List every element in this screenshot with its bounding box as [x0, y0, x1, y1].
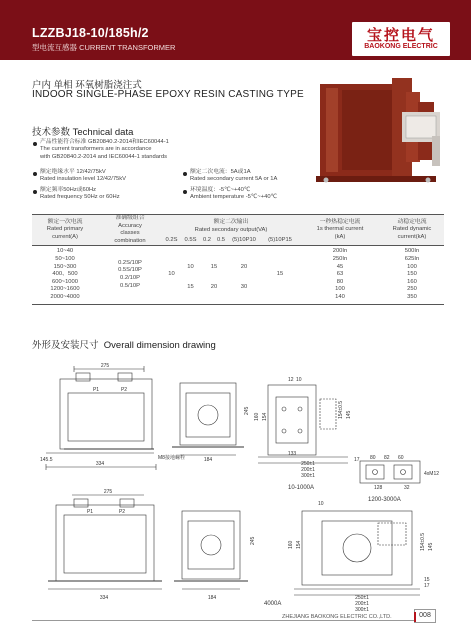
range-4000a: 4000A: [264, 601, 282, 607]
cell-thermal: 100: [335, 286, 345, 293]
cell-primary: 50~100: [55, 255, 75, 262]
dim-200: 200±1: [301, 467, 315, 473]
th-02s: 0.2S: [165, 236, 178, 243]
cell-thermal: 63: [336, 271, 344, 278]
cell-dynamic: 150: [407, 271, 417, 278]
page-accent: [414, 612, 416, 622]
label-p2-b: P2: [118, 509, 126, 515]
cell-dynamic: 350: [407, 293, 417, 300]
th-line: 1s thermal current: [316, 226, 364, 233]
dim-133: 133: [287, 451, 297, 457]
dim-334-b: 334: [99, 595, 109, 601]
dim-300: 300±1: [301, 473, 315, 479]
bullet: [33, 190, 37, 194]
dim-245: 245: [244, 406, 250, 415]
cell-05-b: 30: [240, 283, 248, 290]
footer-divider: [32, 620, 416, 621]
th-line: 准确级组合: [115, 215, 145, 221]
front-view-bottom: [48, 495, 162, 589]
accuracy-line: 0.2S/10P: [118, 259, 142, 266]
th-line: current(A): [52, 233, 78, 240]
col-output: [162, 215, 300, 237]
cell-thermal: 45: [336, 263, 344, 270]
dim-334: 334: [95, 461, 105, 467]
dim-80: 80: [370, 455, 376, 461]
dim-82: 82: [384, 455, 390, 461]
cell-05s-a: 10: [187, 263, 194, 270]
dim-145-b: 145: [428, 542, 434, 551]
spec-insulation: [40, 169, 126, 184]
bullet: [183, 172, 187, 176]
cell-10p15: 15: [276, 271, 284, 278]
logo-en: BAOKONG ELECTRIC: [364, 43, 438, 50]
dim-160: 160: [254, 412, 260, 421]
label-p2: P2: [120, 387, 128, 393]
product-subtitle: 型电流互感器 CURRENT TRANSFORMER: [32, 43, 176, 52]
dim-10-b: 10: [318, 501, 324, 507]
dim-250: 250±1: [301, 461, 315, 467]
th-line: 一秒热稳定电流: [319, 218, 361, 225]
cell-dynamic: 500In: [404, 248, 420, 255]
spec-table: [32, 214, 444, 305]
dim-275: 275: [100, 363, 110, 369]
dim-245-b: 245: [250, 536, 256, 545]
dim-17: 17: [354, 457, 360, 463]
dim-154-b: 154: [296, 540, 302, 549]
intro-en: INDOOR SINGLE-PHASE EPOXY RESIN CASTING TYPE: [32, 89, 304, 100]
dim-184-b: 184: [207, 595, 217, 601]
cell-dynamic: 250: [407, 286, 417, 293]
spec-line: The current transformers are in accordance: [40, 146, 152, 153]
dim-250-b: 250±1: [355, 595, 369, 601]
accuracy-line: 0.5S/10P: [118, 267, 142, 274]
cell-dynamic: 100: [407, 263, 417, 270]
cell-primary: 600~1000: [52, 278, 78, 285]
table-header: [32, 215, 444, 237]
range-10-1000a: 10-1000A: [288, 485, 315, 491]
spec-line: with GB20840.2-2014 and IEC60044-1 standards: [40, 153, 167, 160]
drawing-title-en: Overall dimension drawing: [103, 340, 216, 351]
dim-200-b: 200±1: [355, 601, 369, 607]
dimension-drawings: [32, 355, 452, 613]
dim-154: 154: [262, 412, 268, 421]
page-header: [0, 0, 471, 60]
th-10p10: (5)10P10: [232, 236, 256, 243]
spec-standard: [40, 139, 169, 161]
side-view-top: [172, 383, 244, 455]
th-line: 动稳定电流: [397, 218, 427, 225]
dim-154-05-b: 154±0.5: [420, 532, 426, 551]
col-primary: [32, 215, 98, 246]
th-line: (kA): [334, 233, 346, 240]
brand-logo: [352, 22, 450, 56]
th-line: classes: [120, 230, 140, 237]
caption-ground-bolt: M8接地螺栓: [158, 455, 185, 461]
cell-02-a: 15: [210, 263, 218, 270]
table-row: [32, 246, 444, 256]
dim-300-b: 300±1: [355, 607, 369, 613]
cell-05-a: 20: [240, 263, 248, 270]
spec-line: 环境温度：-5℃~+40℃: [190, 187, 251, 193]
product-title: LZZBJ18-10/185h/2: [32, 26, 149, 40]
cell-accuracy: [98, 246, 162, 304]
cell-primary: 2000~4000: [50, 293, 80, 300]
terminal-detail: [360, 461, 420, 483]
spec-line: 产品性能符合标准 GB20840.2-2014和IEC60044-1: [40, 139, 169, 145]
th-line: Rated dynamic: [392, 226, 432, 233]
th-line: 额定二次输出: [213, 218, 249, 225]
th-10p15: (5)10P15: [268, 236, 292, 243]
spec-temperature: [190, 187, 277, 202]
spec-line: 额定绝缘水平 12/42/75kV: [40, 169, 106, 175]
footer-company: ZHEJIANG BAOKONG ELECTRIC CO.,LTD.: [282, 614, 392, 620]
cell-thermal: 200In: [332, 248, 348, 255]
spec-frequency: [40, 187, 120, 202]
bullet: [183, 190, 187, 194]
bullet: [33, 142, 37, 146]
plan-view-top: [258, 385, 348, 463]
dim-60: 60: [398, 455, 404, 461]
intro-cn: 户内 单相 环氧树脂浇注式: [32, 80, 142, 91]
cell-primary: 400、500: [52, 271, 78, 278]
col-accuracy: [98, 215, 162, 246]
spec-line: 额定频率50Hz或60Hz: [40, 187, 97, 193]
th-line: current(kA): [397, 233, 427, 240]
front-view-top: [46, 366, 156, 470]
cell-thermal: 140: [335, 293, 345, 300]
th-line: Rated primary: [46, 226, 84, 233]
accuracy-line: 0.5/10P: [120, 282, 140, 289]
params-title: 技术参数 Technical data: [32, 127, 134, 138]
spec-line: Ambient temperature -5℃~+40℃: [190, 194, 278, 201]
dim-10: 10: [296, 377, 302, 383]
col-dynamic: [380, 215, 444, 246]
side-view-bottom: [174, 511, 248, 589]
bullet: [33, 172, 37, 176]
cell-primary: 1200~1600: [50, 286, 80, 293]
plan-view-bottom: [294, 511, 420, 595]
cell-thermal: 250In: [332, 255, 348, 262]
logo-cn: 宝控电气: [366, 27, 435, 44]
dim-154-05: 154±0.5: [338, 400, 344, 419]
dim-275-b: 275: [103, 489, 113, 495]
drawing-title: [32, 337, 216, 351]
cell-dynamic: 625In: [404, 255, 420, 262]
th-05: 0.5: [216, 236, 226, 243]
col-thermal: [300, 215, 380, 246]
dim-17-b: 17: [424, 583, 430, 589]
cell-primary: 150~300: [53, 263, 77, 270]
th-line: combination: [114, 237, 146, 244]
label-p1: P1: [92, 387, 100, 393]
cell-05s-b: 15: [187, 283, 194, 290]
range-1200-3000a: 1200-3000A: [368, 497, 401, 503]
drawing-title-cn: 外形及安装尺寸: [32, 340, 99, 351]
dim-145: 145: [346, 410, 352, 419]
accuracy-line: 0.2/10P: [120, 274, 140, 281]
cell-02s: 10: [168, 271, 175, 278]
label-p1-b: P1: [86, 509, 94, 515]
th-line: Accuracy: [118, 222, 142, 229]
spec-line: 额定二次电流：5A或1A: [190, 169, 251, 175]
dim-145-5: 145.5: [40, 457, 53, 463]
dim-128: 128: [374, 485, 383, 491]
th-line: Rated secondary output(VA): [194, 226, 268, 233]
spec-line: Rated insulation level 12/42/75kV: [40, 176, 127, 183]
spec-secondary: [190, 169, 277, 184]
spec-line: Rated frequency 50Hz or 60Hz: [40, 194, 120, 201]
product-photo: [306, 72, 452, 190]
cell-primary: 10~40: [56, 248, 74, 255]
th-02: 0.2: [202, 236, 212, 243]
th-line: 额定一次电流: [47, 218, 83, 225]
dim-15: 15: [424, 577, 430, 583]
dim-32: 32: [404, 485, 410, 491]
note-bolts: 4xM12: [424, 471, 440, 477]
th-05s: 0.5S: [184, 236, 197, 243]
cell-02-b: 20: [210, 283, 218, 290]
dim-184: 184: [203, 457, 213, 463]
spec-line: Rated secondary current 5A or 1A: [190, 176, 278, 183]
page-number: 008: [414, 609, 436, 623]
table-row: [32, 271, 444, 279]
dim-160-b: 160: [288, 540, 294, 549]
dim-12: 12: [288, 377, 294, 383]
cell-dynamic: 160: [407, 278, 417, 285]
cell-thermal: 80: [336, 278, 344, 285]
